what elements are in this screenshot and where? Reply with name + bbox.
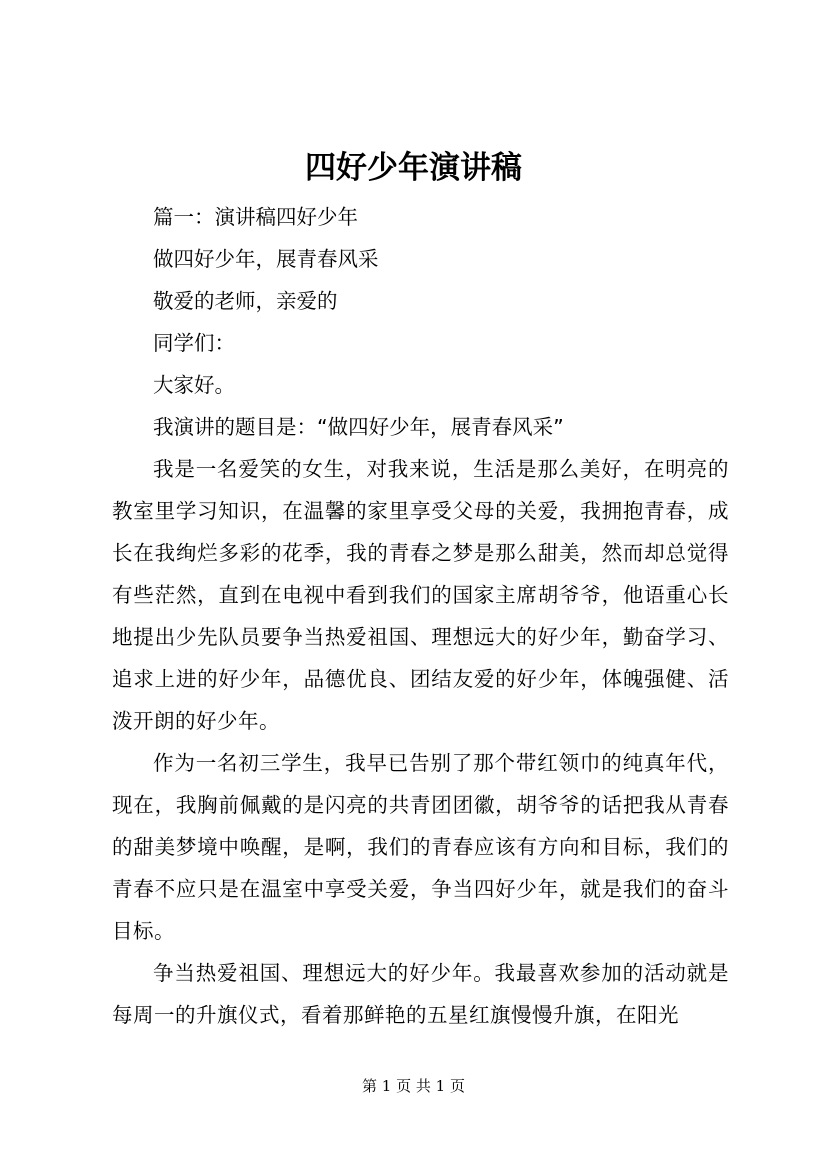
- paragraph: 我是一名爱笑的女生，对我来说，生活是那么美好，在明亮的教室里学习知识，在温馨的家里享受父母的关爱，我拥抱青春，成长在我绚烂多彩的花季，我的青春之梦是那么甜美，然而却总觉得有些茫然，直到在电视中看到我们的国家主席胡爷爷，他语重心长地提出少先队员要争当热爱祖国、理想远大的好少年，勤奋学习、追求上进的好少年，品德优良、团结友爱的好少年，体魄强健、活泼开朗的好少年。: [112, 457, 729, 733]
- text-line: 敬爱的老师，亲爱的: [153, 289, 338, 313]
- text-line: 我演讲的题目是：“做四好少年，展青春风采”: [153, 415, 564, 439]
- paragraph: 作为一名初三学生，我早已告别了那个带红领巾的纯真年代，现在，我胸前佩戴的是闪亮的共青团团徽，胡爷爷的话把我从青春的甜美梦境中唤醒，是啊，我们的青春应该有方向和目标，我们的青春不应只是在温室中享受关爱，争当四好少年，就是我们的奋斗目标。: [112, 751, 729, 943]
- text-line: 做四好少年，展青春风采: [153, 247, 379, 271]
- text-line: 同学们：: [153, 331, 235, 355]
- document-body: [112, 196, 729, 1036]
- document-title: 四好少年演讲稿: [305, 150, 522, 186]
- text-line: 大家好。: [153, 373, 235, 397]
- text-line: 篇一：演讲稿四好少年: [153, 205, 358, 229]
- page-footer: 第 1 页 共 1 页: [362, 1077, 465, 1095]
- paragraph: 争当热爱祖国、理想远大的好少年。我最喜欢参加的活动就是每周一的升旗仪式，看着那鲜艳的五星红旗慢慢升旗，在阳光: [112, 961, 729, 1027]
